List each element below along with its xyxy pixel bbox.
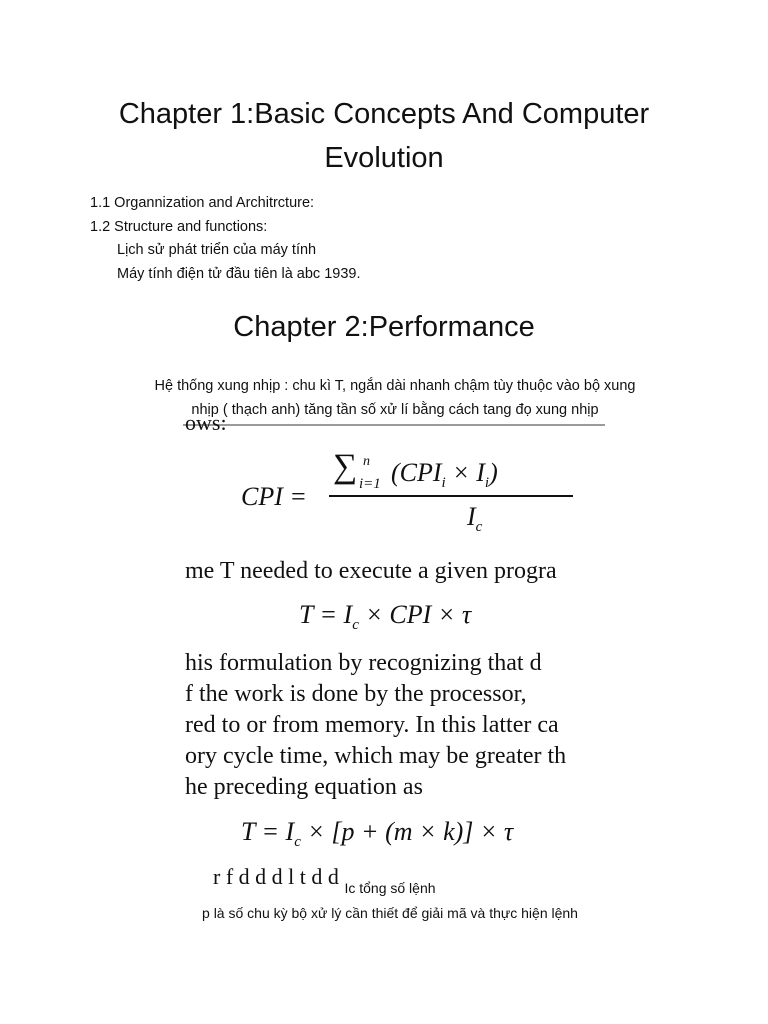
mem-eq-lhs: T = I — [241, 817, 295, 846]
scan-cut-text-top: ows: — [185, 410, 227, 435]
mem-eq-rhs: × [p + (m × k)] × τ — [300, 817, 514, 846]
clock-description-line2: nhịp ( thạch anh) tăng tần số xử lí bằng cách tang đọ xung nhịp — [191, 402, 599, 418]
notes — [150, 876, 630, 926]
scan-text-line: his formulation by recognizing that d — [185, 650, 542, 676]
outline-subitem: Máy tính điện tử đầu tiên là abc 1939. — [117, 265, 361, 282]
cpi-equation — [241, 448, 541, 536]
numerator-i-sub: i — [484, 475, 490, 492]
cpi-lhs: CPI = — [241, 482, 307, 511]
chapter1-outline — [90, 192, 360, 286]
outline-item: 1.2 Structure and functions: — [90, 218, 268, 235]
scan-text-line: me T needed to execute a given progra — [185, 558, 557, 584]
clock-description-line1: Hệ thống xung nhịp : chu kì T, ngắn dài nhanh chậm tùy thuộc vào bộ xung — [154, 378, 636, 394]
memory-time-equation — [241, 817, 513, 851]
outline-item: 1.1 Organnization and Architrcture: — [90, 195, 315, 211]
chapter1-title-line1: Chapter 1:Basic Concepts And Computer — [118, 98, 650, 130]
scan-text-line: he preceding equation as — [185, 774, 423, 800]
note-ic: Ic tổng số lệnh — [344, 880, 436, 896]
time-eq-sub: c — [352, 617, 359, 634]
denominator-i: I — [467, 502, 476, 531]
numerator-close: ) — [489, 458, 498, 487]
scan-text-line: ory cycle time, which may be greater th — [185, 743, 567, 769]
time-eq-rhs: × CPI × τ — [358, 600, 472, 629]
chapter1-title-line2: Evolution — [324, 142, 444, 174]
scan-cut-text-bottom: r f d d d l t d d — [213, 864, 339, 889]
fraction-bar — [329, 495, 573, 497]
scan-top-border — [183, 424, 605, 426]
time-eq-lhs: T = I — [299, 600, 353, 629]
chapter2-title: Chapter 2:Performance — [233, 311, 535, 343]
sum-upper-limit: n — [363, 454, 370, 469]
numerator-cpi: (CPI — [391, 458, 442, 487]
scan-text-line: red to or from memory. In this latter ca — [185, 712, 559, 738]
cpi-denominator — [467, 502, 482, 536]
sum-lower-limit: i=1 — [359, 476, 381, 492]
chapter1-title — [80, 92, 688, 180]
sum-symbol: ∑ — [333, 448, 358, 485]
cpi-numerator — [391, 458, 498, 492]
note-p: p là số chu kỳ bộ xử lý cần thiết để giải mã và thực hiện lệnh — [202, 905, 578, 921]
time-equation — [299, 600, 471, 634]
scan-text-line: f the work is done by the processor, — [185, 681, 527, 707]
numerator-times: × I — [445, 458, 485, 487]
outline-subitem: Lịch sử phát triển của máy tính — [117, 242, 317, 258]
numerator-cpi-sub: i — [441, 475, 446, 492]
denominator-sub: c — [475, 519, 483, 536]
mem-eq-sub: c — [294, 834, 301, 851]
